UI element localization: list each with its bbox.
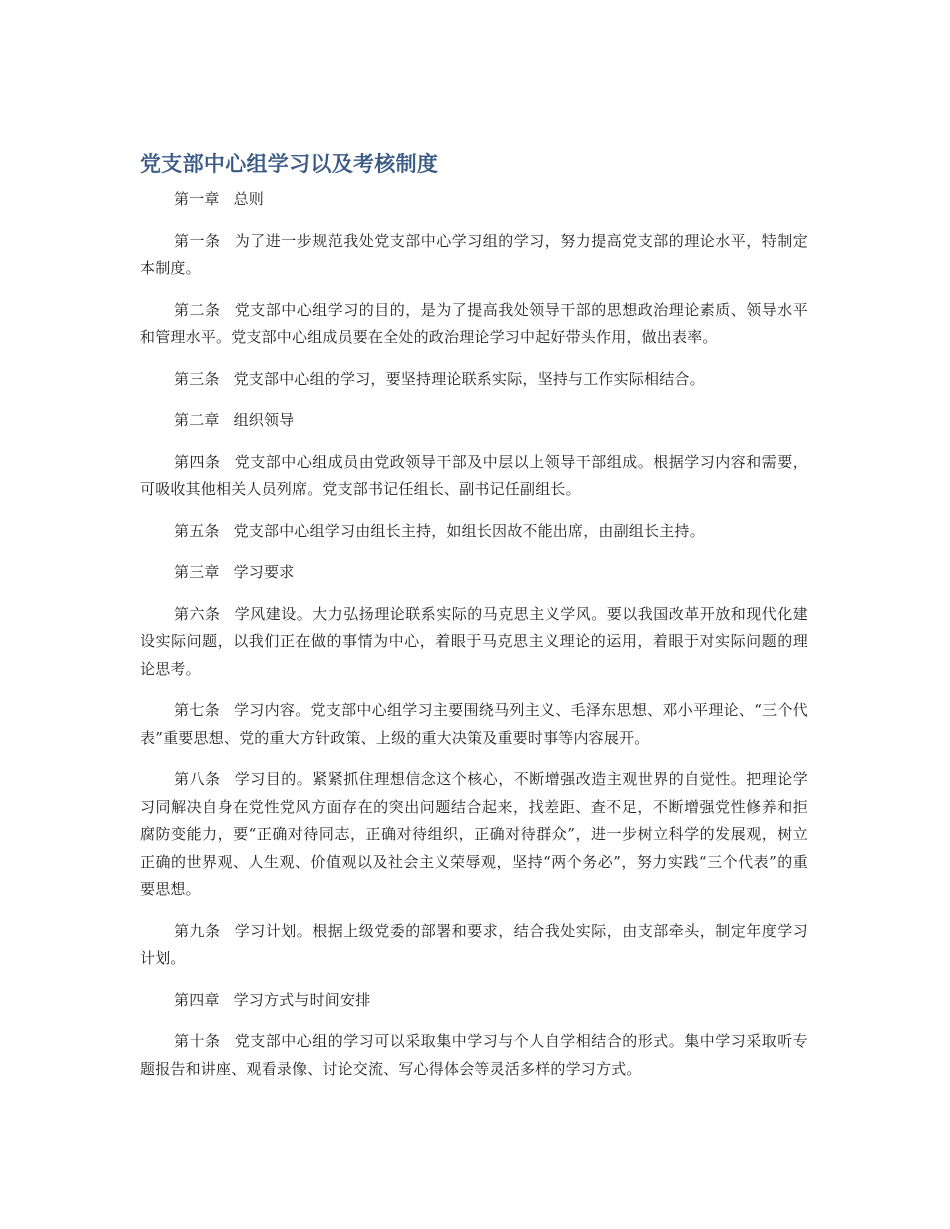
section-label: 第五条 — [174, 521, 220, 540]
section-text: 党支部中心组学习由组长主持，如组长因故不能出席，由副组长主持。 — [233, 521, 705, 540]
section-label: 第四章 — [174, 990, 220, 1009]
article-3 — [140, 366, 808, 394]
section-text: 党支部中心组的学习，要坚持理论联系实际，坚持与工作实际相结合。 — [233, 369, 705, 388]
section-text: 学风建设。大力弘扬理论联系实际的马克思主义学风。要以我国改革开放和现代化建设实际问题，以我们正在做的事情为中心，着眼于马克思主义理论的运用，着眼于对实际问题的理论思考。 — [140, 604, 808, 678]
section-label: 第十条 — [174, 1032, 221, 1050]
section-text: 学习计划。根据上级党委的部署和要求，结合我处实际，由支部牵头，制定年度学习计划。 — [140, 921, 808, 967]
section-label: 第九条 — [174, 921, 221, 940]
article-6 — [140, 601, 808, 684]
section-label: 第六条 — [174, 604, 221, 623]
section-label: 第二条 — [174, 300, 221, 319]
section-label: 第一章 — [174, 190, 220, 208]
section-label: 第二章 — [174, 411, 220, 429]
section-text: 学习方式与时间安排 — [233, 990, 371, 1009]
article-4 — [140, 449, 808, 504]
section-text: 党支部中心组学习的目的，是为了提高我处领导干部的思想政治理论素质、领导水平和管理水平。党支部中心组成员要在全处的政治理论学习中起好带头作用，做出表率。 — [140, 300, 808, 346]
section-text: 为了进一步规范我处党支部中心学习组的学习，努力提高党支部的理论水平，特制定本制度。 — [140, 231, 808, 277]
article-9 — [140, 918, 808, 973]
document-page — [140, 148, 808, 1097]
document-title: 党支部中心组学习以及考核制度 — [140, 152, 439, 176]
article-7 — [140, 697, 808, 752]
section-label: 第三条 — [174, 369, 220, 388]
article-8 — [140, 766, 808, 904]
section-text: 党支部中心组成员由党政领导干部及中层以上领导干部组成。根据学习内容和需要，可吸收其他相关人员列席。党支部书记任组长、副书记任副组长。 — [140, 452, 808, 498]
section-text: 学习内容。党支部中心组学习主要围绕马列主义、毛泽东思想、邓小平理论、“三个代表”重要思想、党的重大方针政策、上级的重大决策及重要时事等内容展开。 — [140, 701, 808, 747]
article-1 — [140, 228, 808, 283]
section-label: 第八条 — [174, 770, 221, 788]
section-text: 总则 — [233, 190, 265, 208]
section-label: 第七条 — [174, 701, 220, 719]
section-text: 学习目的。紧紧抓住理想信念这个核心，不断增强改造主观世界的自觉性。把理论学习同解决自身在党性党风方面存在的突出问题结合起来，找差距、查不足，不断增强党性修养和拒腐防变能力，要“正确对待同志，正确对待组织，正确对待群众”，进一步树立科学的发展观，树立正确的世界观、人生观、价值观以及社会主义荣辱观，坚持“两个务必”，努力实践“三个代表”的重要思想。 — [140, 770, 808, 898]
section-text: 学习要求 — [233, 563, 295, 581]
article-10 — [140, 1028, 808, 1083]
section-label: 第四条 — [174, 452, 221, 471]
chapter-4 — [140, 987, 808, 1015]
section-label: 第一条 — [174, 231, 221, 250]
section-text: 党支部中心组的学习可以采取集中学习与个人自学相结合的形式。集中学习采取听专题报告和讲座、观看录像、讨论交流、写心得体会等灵活多样的学习方式。 — [140, 1032, 808, 1078]
chapter-3 — [140, 559, 808, 587]
article-2 — [140, 297, 808, 352]
section-text: 组织领导 — [233, 411, 295, 429]
section-label: 第三章 — [174, 563, 220, 581]
chapter-1 — [140, 186, 808, 214]
article-5 — [140, 518, 808, 546]
chapter-2 — [140, 407, 808, 435]
